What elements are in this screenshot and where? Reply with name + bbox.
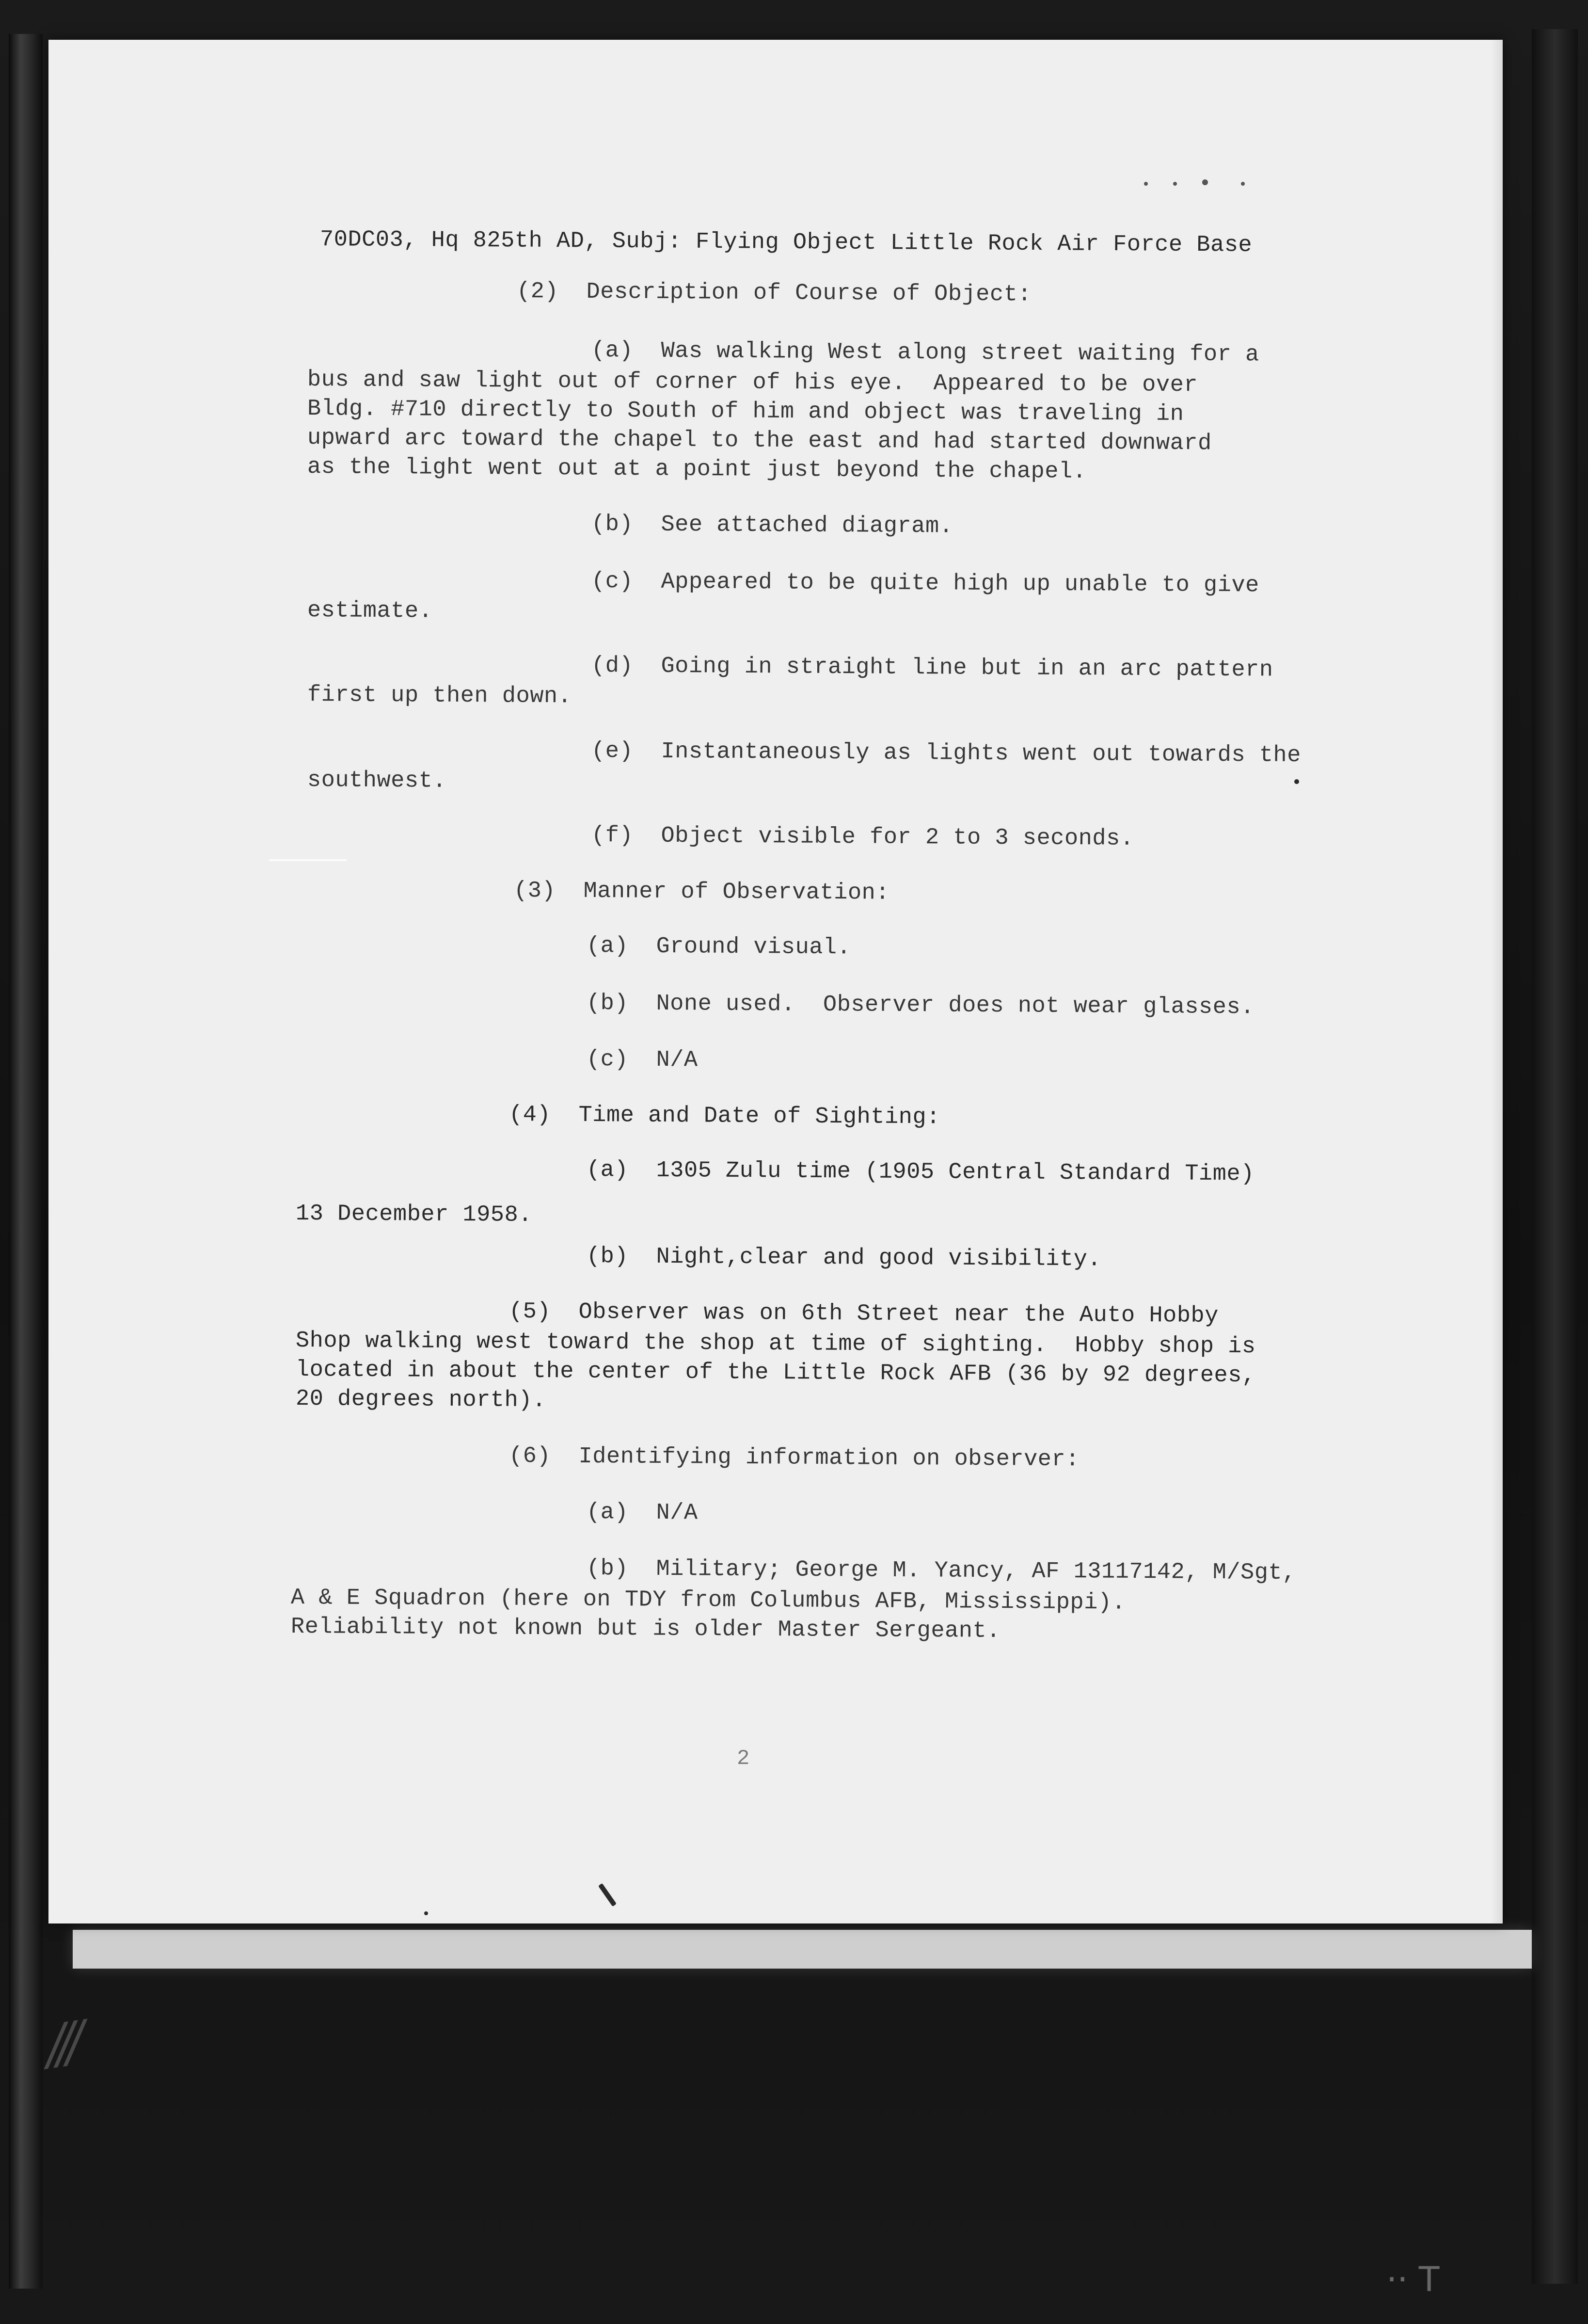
- section-2a-line-1: (a) Was walking West along street waiting for a: [591, 338, 1259, 368]
- section-2d-line-1: (d) Going in straight line but in an arc pattern: [591, 653, 1273, 683]
- ink-speck: [1294, 779, 1299, 784]
- section-2b: (b) See attached diagram.: [591, 512, 953, 540]
- section-2-heading: (2) Description of Course of Object:: [516, 279, 1032, 308]
- section-2d-line-2: first up then down.: [307, 682, 572, 710]
- film-edge-marks: ·· T: [1386, 2260, 1440, 2299]
- film-edge-left: [9, 34, 43, 2289]
- section-6b-line-2: A & E Squadron (here on TDY from Columbus AFB, Mississippi).: [290, 1585, 1126, 1616]
- section-4b: (b) Night,clear and good visibility.: [586, 1244, 1102, 1273]
- section-4-heading: (4) Time and Date of Sighting:: [508, 1102, 940, 1131]
- section-6b-line-1: (b) Military; George M. Yancy, AF 13117142, M/Sgt,: [586, 1556, 1297, 1586]
- section-2f: (f) Object visible for 2 to 3 seconds.: [591, 823, 1134, 852]
- section-2a-line-4: upward arc toward the chapel to the east and had started downward: [307, 425, 1212, 457]
- section-5-line-1: (5) Observer was on 6th Street near the Auto Hobby: [508, 1299, 1219, 1329]
- page-shadow: [1491, 40, 1503, 1923]
- section-2a-line-2: bus and saw light out of corner of his eye. Appeared to be over: [307, 367, 1198, 399]
- section-2a-line-3: Bldg. #710 directly to South of him and object was traveling in: [307, 396, 1184, 428]
- document-page: [48, 40, 1503, 1923]
- film-edge-scribbles: ⁄⁄⁄: [47, 2010, 85, 2081]
- section-4a-line-2: 13 December 1958.: [295, 1201, 533, 1228]
- section-2e-line-2: southwest.: [307, 768, 447, 794]
- document-header: 70DC03, Hq 825th AD, Subj: Flying Object Little Rock Air Force Base: [319, 227, 1253, 258]
- top-right-specks: [1144, 177, 1255, 192]
- section-5-line-3: located in about the center of the Little Rock AFB (36 by 92 degrees,: [295, 1357, 1256, 1389]
- section-2a-line-5: as the light went out at a point just beyond the chapel.: [307, 454, 1087, 485]
- section-3b: (b) None used. Observer does not wear glasses.: [586, 991, 1255, 1021]
- section-6b-line-3: Reliability not known but is older Master Sergeant.: [290, 1614, 1001, 1644]
- film-scratch: [269, 859, 347, 861]
- section-6a: (a) N/A: [586, 1500, 698, 1526]
- page-number: 2: [737, 1747, 750, 1771]
- film-edge-right: [1532, 29, 1578, 2284]
- section-2e-line-1: (e) Instantaneously as lights went out towards the: [591, 738, 1302, 769]
- section-4a-line-1: (a) 1305 Zulu time (1905 Central Standard Time): [586, 1157, 1255, 1187]
- section-5-line-2: Shop walking west toward the shop at time of sighting. Hobby shop is: [295, 1328, 1256, 1360]
- underlying-sheet-edge: [73, 1930, 1532, 1969]
- section-3-heading: (3) Manner of Observation:: [513, 878, 890, 906]
- section-5-line-4: 20 degrees north).: [295, 1386, 546, 1414]
- ink-speck: [424, 1911, 428, 1915]
- section-3a: (a) Ground visual.: [586, 933, 851, 961]
- stray-tick-mark: [598, 1883, 617, 1907]
- section-2c-line-1: (c) Appeared to be quite high up unable to give: [591, 569, 1259, 599]
- section-3c: (c) N/A: [586, 1047, 698, 1074]
- section-6-heading: (6) Identifying information on observer:: [508, 1443, 1080, 1473]
- section-2c-line-2: estimate.: [307, 598, 433, 625]
